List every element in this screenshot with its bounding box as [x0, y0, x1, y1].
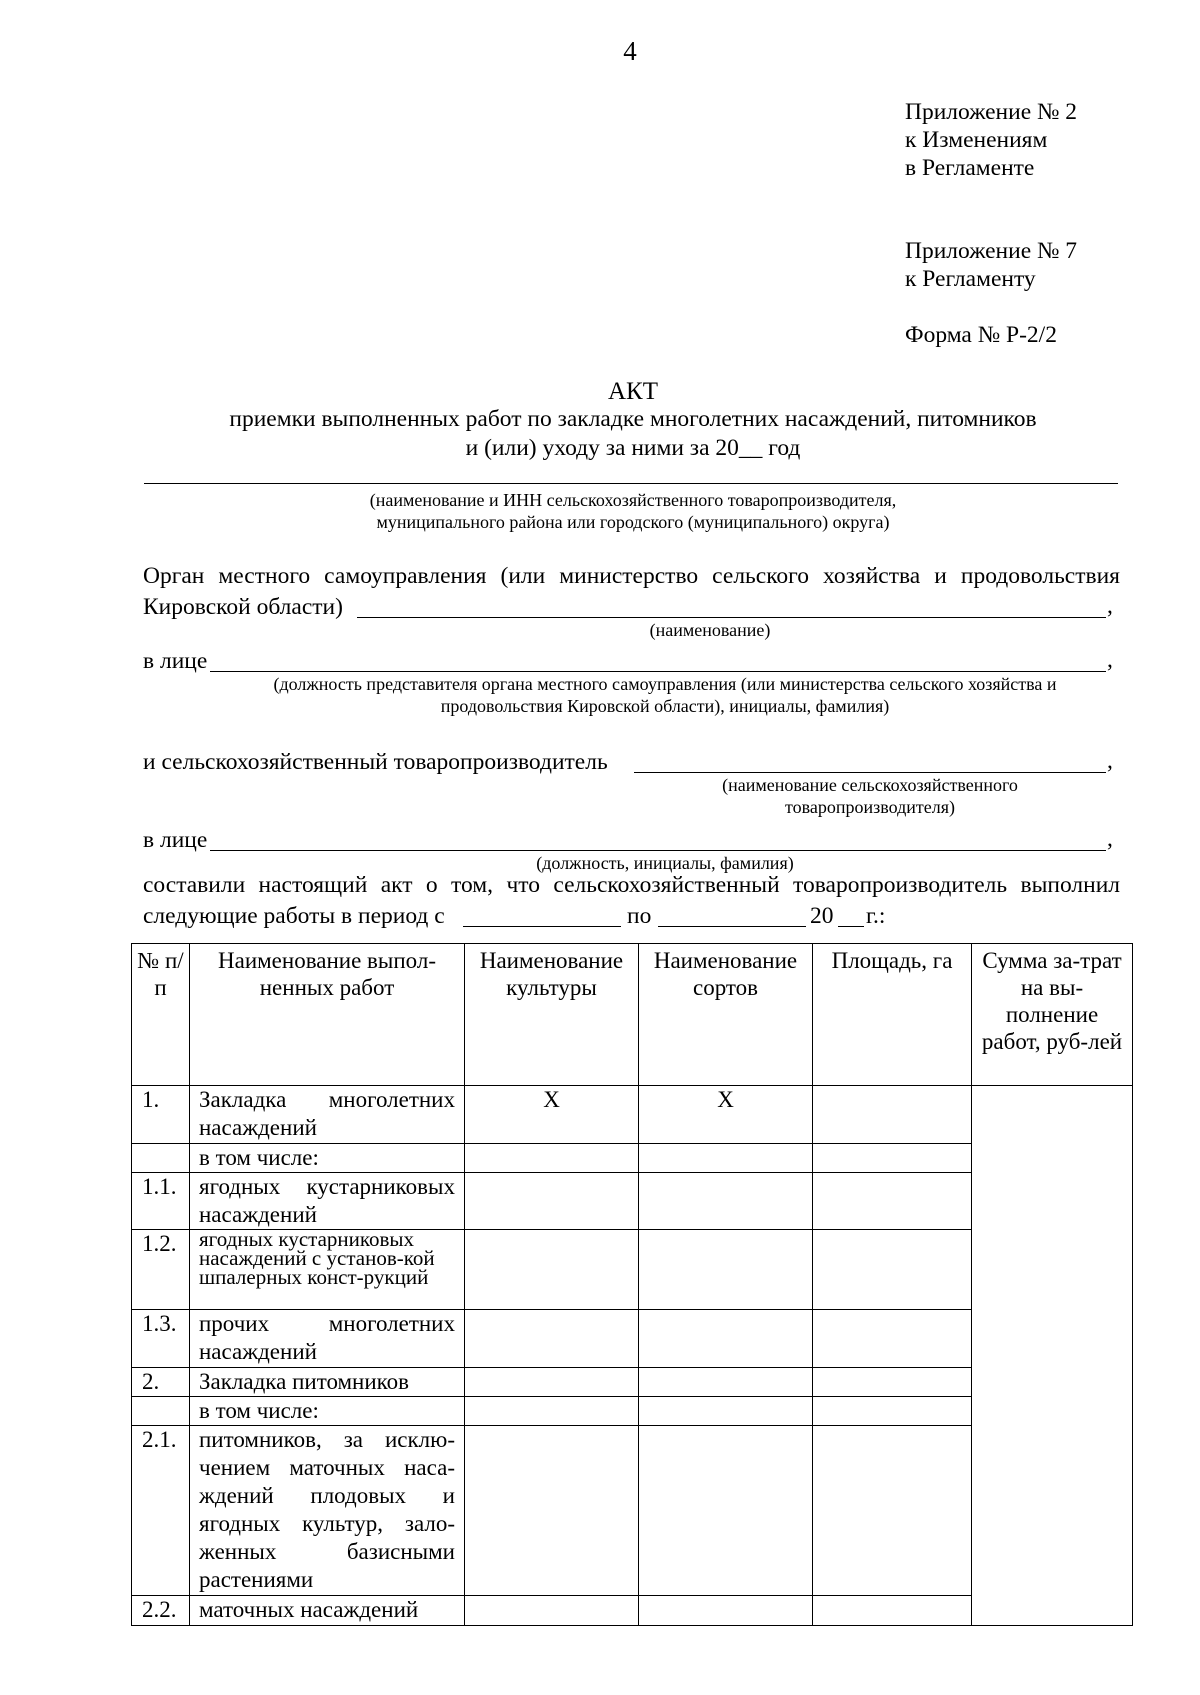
table-row [132, 1086, 1133, 1144]
header-cost-sum: Сумма за-трат на вы-полнение работ, руб-лей [972, 944, 1133, 1086]
representative-caption [200, 673, 1130, 717]
row-work-name: в том числе: [190, 1144, 465, 1173]
row-area[interactable] [813, 1173, 972, 1230]
organ-text: Орган местного самоуправления (или министерство сельского хозяйства и продовольствия [143, 563, 1120, 589]
row-number: 2.1. [132, 1426, 190, 1596]
row-work-name: маточных насаждений [190, 1596, 465, 1626]
row-work-name: ягодных кустарниковых насаждений с установ-кой шпалерных конст-рукций [190, 1230, 465, 1310]
header-culture: Наименование культуры [465, 944, 639, 1086]
row-area[interactable] [813, 1397, 972, 1426]
row-area[interactable] [813, 1086, 972, 1144]
producer-name-line[interactable] [144, 483, 1118, 484]
row-varieties[interactable] [639, 1426, 813, 1596]
person-line[interactable] [210, 850, 1106, 851]
table-header-row [132, 944, 1133, 1086]
caption-line: муниципального района или городского (муниципального) округа) [376, 512, 890, 532]
period-suffix: г.: [866, 903, 886, 929]
appendix-line: Приложение № 7 [905, 238, 1078, 264]
comma: , [1107, 826, 1113, 852]
row-work-name: Закладка питомников [190, 1368, 465, 1397]
producer-name-caption [660, 774, 1080, 818]
document-subtitle [133, 405, 1133, 463]
organ-text-2: Кировской области) [143, 594, 343, 620]
row-culture[interactable] [465, 1173, 639, 1230]
works-table [131, 943, 1133, 1626]
period-end-line[interactable] [658, 926, 806, 927]
caption-line: (наименование и ИНН сельскохозяйственного товаропроизводителя, [369, 490, 897, 510]
row-number: 1.3. [132, 1310, 190, 1368]
form-number: Форма № Р-2/2 [905, 322, 1057, 348]
row-number: 1.1. [132, 1173, 190, 1230]
row-area[interactable] [813, 1310, 972, 1368]
compiled-text: составили настоящий акт о том, что сельскохозяйственный товаропроизводитель выполнил [143, 872, 1120, 898]
producer-caption [133, 489, 1133, 533]
period-middle: по [627, 903, 652, 929]
comma: , [1107, 593, 1113, 619]
organ-name-line[interactable] [357, 617, 1106, 618]
row-culture[interactable]: X [465, 1086, 639, 1144]
document-title: АКТ [608, 378, 658, 405]
row-number [132, 1397, 190, 1426]
row-area[interactable] [813, 1426, 972, 1596]
caption-line: продовольствия Кировской области), инициалы, фамилия) [440, 696, 890, 716]
row-area[interactable] [813, 1368, 972, 1397]
organ-name-caption: (наименование) [649, 620, 771, 640]
row-area[interactable] [813, 1144, 972, 1173]
producer-line[interactable] [634, 772, 1106, 773]
row-varieties[interactable] [639, 1310, 813, 1368]
row-number: 1. [132, 1086, 190, 1144]
page-number: 4 [623, 36, 637, 66]
representative-line[interactable] [210, 671, 1106, 672]
row-culture[interactable] [465, 1397, 639, 1426]
row-number: 2.2. [132, 1596, 190, 1626]
appendix-line: к Регламенту [905, 266, 1036, 292]
row-varieties[interactable] [639, 1397, 813, 1426]
row-culture[interactable] [465, 1144, 639, 1173]
row-culture[interactable] [465, 1230, 639, 1310]
period-start-line[interactable] [463, 926, 621, 927]
caption-line: (должность представителя органа местного самоуправления (или министерства сельского хозяйства и [273, 674, 1057, 694]
header-varieties: Наименование сортов [639, 944, 813, 1086]
row-work-name: питомников, за исклю-чением маточных наса-ждений плодовых и ягодных культур, зало-женных базисными растениями [190, 1426, 465, 1596]
row-varieties[interactable] [639, 1230, 813, 1310]
row-area[interactable] [813, 1230, 972, 1310]
header-area: Площадь, га [813, 944, 972, 1086]
cost-sum-cell[interactable] [972, 1086, 1133, 1626]
row-area[interactable] [813, 1596, 972, 1626]
period-year-line[interactable] [838, 926, 864, 927]
period-prefix: следующие работы в период с [143, 903, 445, 929]
row-varieties[interactable]: X [639, 1086, 813, 1144]
row-varieties[interactable] [639, 1596, 813, 1626]
row-culture[interactable] [465, 1310, 639, 1368]
row-varieties[interactable] [639, 1144, 813, 1173]
row-work-name: прочих многолетних насаждений [190, 1310, 465, 1368]
comma: , [1107, 748, 1113, 774]
caption-line: товаропроизводителя) [784, 797, 955, 817]
appendix-line: Приложение № 2 [905, 99, 1078, 125]
subtitle-line: и (или) уходу за ними за 20__ год [465, 435, 801, 461]
row-varieties[interactable] [639, 1173, 813, 1230]
appendix-2-to-changes [905, 98, 1077, 182]
appendix-line: в Регламенте [905, 155, 1035, 181]
appendix-7-to-regulation [905, 237, 1077, 293]
row-number: 2. [132, 1368, 190, 1397]
comma: , [1107, 647, 1113, 673]
producer-label: и сельскохозяйственный товаропроизводитель [143, 749, 608, 775]
row-culture[interactable] [465, 1368, 639, 1397]
row-culture[interactable] [465, 1596, 639, 1626]
row-work-name: ягодных кустарниковых насаждений [190, 1173, 465, 1230]
row-work-name: в том числе: [190, 1397, 465, 1426]
period-year: 20 [810, 903, 834, 929]
row-number [132, 1144, 190, 1173]
appendix-line: к Изменениям [905, 127, 1048, 153]
row-culture[interactable] [465, 1426, 639, 1596]
header-work-name: Наименование выпол-ненных работ [190, 944, 465, 1086]
in-person-label: в лице [143, 648, 208, 674]
person-caption: (должность, инициалы, фамилия) [536, 853, 794, 873]
subtitle-line: приемки выполненных работ по закладке многолетних насаждений, питомников [229, 406, 1037, 432]
caption-line: (наименование сельскохозяйственного [722, 775, 1018, 795]
row-work-name: Закладка многолетних насаждений [190, 1086, 465, 1144]
row-varieties[interactable] [639, 1368, 813, 1397]
in-person-label: в лице [143, 827, 208, 853]
row-number: 1.2. [132, 1230, 190, 1310]
header-number: № п/п [132, 944, 190, 1086]
